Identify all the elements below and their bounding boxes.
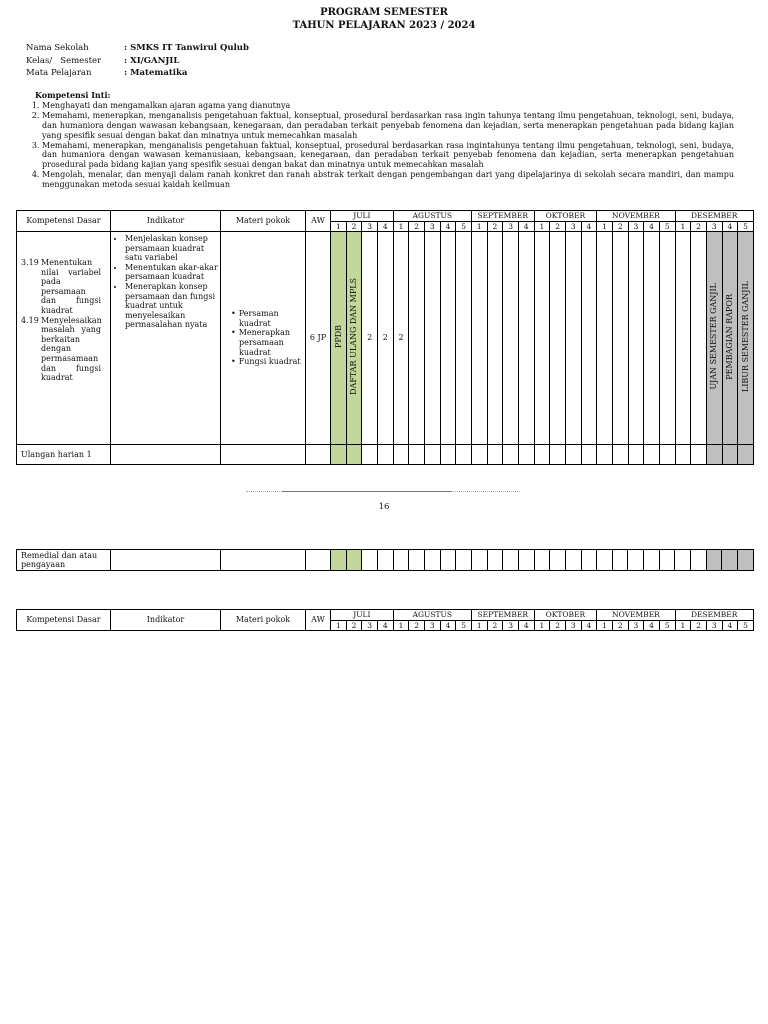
week-cell <box>503 550 519 571</box>
week-cell <box>675 445 691 465</box>
ki-item: 2. Memahami, menerapkan, menganalisis pengetahuan faktual, konseptual, prosedural berdasarkan rasa ingin tahunya tentang ilmu pengetahuan, teknologi, seni, budaya, dan humaniora dengan wawasan kebangsaan, kenegaraan, dan peradaban terkait penyebab fenomena dan kejadian, serta menerapkan pengetahuan pada bidang kajian yang spesifik sesuai dengan bakat dan minatnya untuk memecahkan masalah <box>42 111 734 141</box>
kd-item <box>21 258 110 316</box>
program-semester-table <box>16 210 754 465</box>
week-header: 1 <box>534 222 550 232</box>
week-header: 3 <box>628 222 644 232</box>
week-header: 3 <box>565 621 581 631</box>
class-row <box>26 55 249 68</box>
week-cell <box>487 445 503 465</box>
header-kompetensi-dasar: Kompetensi Dasar <box>17 610 111 631</box>
week-header: 1 <box>331 621 347 631</box>
empty-cell <box>221 550 306 571</box>
month-header: SEPTEMBER <box>471 211 534 222</box>
identity-block <box>26 42 249 80</box>
week-cell <box>393 445 409 465</box>
week-value: 2 <box>393 232 409 445</box>
week-cell <box>393 550 409 571</box>
empty-cell <box>306 550 331 571</box>
week-header: 3 <box>424 621 440 631</box>
week-cell <box>440 550 456 571</box>
week-cell <box>738 550 754 571</box>
week-cell <box>534 232 550 445</box>
week-cell <box>628 445 644 465</box>
kd-number: 4.19 <box>21 315 39 325</box>
week-cell <box>706 445 722 465</box>
week-cell <box>362 550 378 571</box>
week-header: 4 <box>440 621 456 631</box>
week-header: 3 <box>503 621 519 631</box>
week-cell <box>628 232 644 445</box>
week-cell <box>534 445 550 465</box>
week-header: 5 <box>456 222 472 232</box>
week-cell <box>456 232 472 445</box>
week-cell <box>612 232 628 445</box>
month-header: JULI <box>331 610 394 621</box>
week-header: 2 <box>346 222 362 232</box>
class-value: : XI/GANJIL <box>124 55 180 66</box>
week-cell <box>424 445 440 465</box>
week-cell <box>612 550 628 571</box>
week-cell <box>346 232 362 445</box>
week-cell <box>565 550 581 571</box>
week-cell <box>440 232 456 445</box>
week-header: 5 <box>738 222 754 232</box>
week-cell <box>456 550 472 571</box>
week-cell <box>628 550 644 571</box>
week-header: 1 <box>393 222 409 232</box>
remedial-row <box>17 550 754 571</box>
month-header: DESEMBER <box>675 211 753 222</box>
week-cell <box>440 445 456 465</box>
week-header: 2 <box>409 621 425 631</box>
week-cell <box>675 232 691 445</box>
month-header-row <box>17 610 754 621</box>
week-header: 4 <box>644 222 660 232</box>
week-header: 2 <box>487 222 503 232</box>
indikator-list <box>111 232 220 330</box>
week-header: 2 <box>612 222 628 232</box>
week-header: 5 <box>659 621 675 631</box>
week-cell <box>612 445 628 465</box>
month-header: AGUSTUS <box>393 211 471 222</box>
week-header: 4 <box>518 621 534 631</box>
week-cell <box>346 445 362 465</box>
materi-item: • Persaman kuadrat <box>239 309 305 328</box>
week-cell <box>331 550 347 571</box>
month-header: SEPTEMBER <box>471 610 534 621</box>
week-header: 4 <box>377 621 393 631</box>
month-header: AGUSTUS <box>393 610 471 621</box>
rapor-label: PEMBAGIAN RAPOR <box>725 293 735 380</box>
week-cell <box>518 550 534 571</box>
week-header: 3 <box>565 222 581 232</box>
week-header: 1 <box>597 621 613 631</box>
kd-cell <box>17 232 111 445</box>
indikator-cell <box>111 232 221 445</box>
week-cell <box>691 550 707 571</box>
week-cell <box>331 445 347 465</box>
kd-text: Menyelesaikan masalah yang berkaitan dengan permasamaan dan fungsi kuadrat <box>41 315 102 383</box>
week-cell <box>331 232 347 445</box>
week-cell <box>659 445 675 465</box>
week-header: 5 <box>659 222 675 232</box>
page-number: 16 <box>378 502 390 512</box>
header-aw: AW <box>306 211 331 232</box>
school-row <box>26 42 249 55</box>
week-header: 4 <box>581 621 597 631</box>
week-cell <box>409 445 425 465</box>
kompetensi-inti <box>18 91 734 190</box>
week-cell <box>738 232 754 445</box>
week-cell <box>644 550 660 571</box>
indikator-item: • Menjelaskan konsep persamaan kuadrat satu variabel <box>125 234 220 263</box>
ulangan-label: Ulangan harian 1 <box>17 445 111 465</box>
empty-cell <box>111 550 221 571</box>
week-cell <box>550 550 566 571</box>
week-cell <box>659 232 675 445</box>
week-cell <box>534 550 550 571</box>
week-cell <box>565 445 581 465</box>
kd-item <box>21 316 110 383</box>
week-cell <box>722 232 738 445</box>
week-cell <box>471 445 487 465</box>
week-header: 4 <box>722 621 738 631</box>
week-header: 4 <box>377 222 393 232</box>
week-value: 2 <box>377 232 393 445</box>
libur-label: LIBUR SEMESTER GANJIL <box>740 281 750 393</box>
week-header: 3 <box>628 621 644 631</box>
week-cell <box>409 232 425 445</box>
subject-row <box>26 67 249 80</box>
week-cell <box>659 550 675 571</box>
week-header: 4 <box>518 222 534 232</box>
week-cell <box>424 550 440 571</box>
week-header: 4 <box>581 222 597 232</box>
header-indikator: Indikator <box>111 211 221 232</box>
week-cell <box>597 550 613 571</box>
week-header: 2 <box>612 621 628 631</box>
week-cell <box>518 445 534 465</box>
week-header: 1 <box>675 621 691 631</box>
aw-cell: 6 JP <box>306 232 331 445</box>
week-cell <box>581 445 597 465</box>
week-header: 2 <box>409 222 425 232</box>
header-materi-pokok: Materi pokok <box>221 211 306 232</box>
week-cell <box>597 232 613 445</box>
week-cell <box>377 445 393 465</box>
week-cell <box>503 232 519 445</box>
week-cell <box>644 232 660 445</box>
mpls-label: DAFTAR ULANG DAN MPLS <box>349 278 359 396</box>
week-header: 3 <box>362 621 378 631</box>
ki-item: 3. Memahami, menerapkan, menganalisis pengetahuan faktual, konseptual, prosedural berdasarkan rasa ingintahunya tentang ilmu pengetahuan, teknologi, seni, budaya, dan humaniora dengan wawasan kemanusiaan, kebangsaan, kenegaraan, dan peradaban terkait penyebab fenomena dan kejadian, serta menerapkan pengetahuan prosedural pada bidang kajian yang spesifik sesuai dengan bakat dan minatnya untuk memecahkan masalah <box>42 141 734 171</box>
subject-value: : Matematika <box>124 68 188 78</box>
month-header: NOVEMBER <box>597 211 675 222</box>
empty-cell <box>306 445 331 465</box>
header-kompetensi-dasar: Kompetensi Dasar <box>17 211 111 232</box>
program-semester-table-header <box>16 609 754 631</box>
week-header: 2 <box>691 222 707 232</box>
indikator-item: • Menentukan akar-akar persamaan kuadrat <box>125 263 220 282</box>
week-value: 2 <box>362 232 378 445</box>
week-header: 1 <box>471 222 487 232</box>
week-header: 4 <box>644 621 660 631</box>
document-subtitle: TAHUN PELAJARAN 2023 / 2024 <box>292 20 476 31</box>
week-cell <box>362 445 378 465</box>
week-header: 4 <box>440 222 456 232</box>
indikator-item: • Menerapkan konsep persamaan dan fungsi kuadrat untuk menyelesaikan permasalahan nyata <box>125 282 220 330</box>
materi-list <box>229 309 305 367</box>
week-cell <box>644 445 660 465</box>
empty-cell <box>111 445 221 465</box>
week-cell <box>487 232 503 445</box>
materi-item: • Menerapkan persamaan kuadrat <box>239 328 305 357</box>
week-cell <box>565 232 581 445</box>
class-label: Kelas/ Semester <box>26 55 102 66</box>
ki-item: 4. Mengolah, menalar, dan menyaji dalam ranah konkret dan ranah abstrak terkait dengan pengembangan dari yang dipelajarinya di sekolah secara mandiri, dan mampu menggunakan metoda sesuai kaidah keilmuan <box>42 170 734 190</box>
ppdb-label: PPDB <box>333 325 343 349</box>
materi-item: • Fungsi kuadrat <box>239 357 305 367</box>
ki-item: 1. Menghayati dan mengamalkan ajaran agama yang dianutnya <box>42 101 734 111</box>
week-header: 3 <box>706 222 722 232</box>
week-header: 2 <box>487 621 503 631</box>
week-header: 1 <box>534 621 550 631</box>
week-cell <box>456 445 472 465</box>
week-cell <box>597 445 613 465</box>
week-header: 5 <box>738 621 754 631</box>
week-cell <box>738 445 754 465</box>
week-header: 1 <box>393 621 409 631</box>
week-header: 3 <box>706 621 722 631</box>
week-cell <box>581 550 597 571</box>
week-header: 5 <box>456 621 472 631</box>
week-cell <box>691 445 707 465</box>
content-row <box>17 232 754 445</box>
week-header: 2 <box>346 621 362 631</box>
week-header: 4 <box>722 222 738 232</box>
kd-number: 3.19 <box>21 258 39 267</box>
document-title: PROGRAM SEMESTER <box>320 7 448 18</box>
month-header: NOVEMBER <box>597 610 675 621</box>
school-value: : SMKS IT Tanwirul Qulub <box>124 43 249 53</box>
week-header: 3 <box>362 222 378 232</box>
week-header: 2 <box>550 222 566 232</box>
empty-cell <box>221 445 306 465</box>
header-aw: AW <box>306 610 331 631</box>
week-header: 1 <box>597 222 613 232</box>
week-header: 1 <box>331 222 347 232</box>
ulangan-row <box>17 445 754 465</box>
week-header: 3 <box>424 222 440 232</box>
uas-label: UJAN SEMESTER GANJIL <box>709 283 719 390</box>
remedial-label: Remedial dan atau pengayaan <box>17 550 111 571</box>
kd-text: Menentukan nilai variabel pada persamaan dan fungsi kuadrat <box>41 258 101 315</box>
header-materi-pokok: Materi pokok <box>221 610 306 631</box>
month-header: JULI <box>331 211 394 222</box>
materi-cell <box>221 232 306 445</box>
week-cell <box>503 445 519 465</box>
subject-label: Mata Pelajaran <box>26 68 92 78</box>
week-cell <box>691 232 707 445</box>
week-cell <box>722 445 738 465</box>
week-cell <box>409 550 425 571</box>
week-cell <box>377 550 393 571</box>
page-divider-line <box>282 491 452 492</box>
remedial-table <box>16 549 754 571</box>
week-header: 1 <box>471 621 487 631</box>
ki-heading: Kompetensi Inti: <box>35 90 111 100</box>
week-cell <box>706 232 722 445</box>
week-cell <box>346 550 362 571</box>
ki-list <box>18 101 734 190</box>
week-header: 3 <box>503 222 519 232</box>
month-header: DESEMBER <box>675 610 753 621</box>
week-header: 2 <box>691 621 707 631</box>
month-header: OKTOBER <box>534 211 597 222</box>
header-indikator: Indikator <box>111 610 221 631</box>
week-header: 1 <box>675 222 691 232</box>
week-cell <box>424 232 440 445</box>
week-cell <box>675 550 691 571</box>
week-header: 2 <box>550 621 566 631</box>
week-cell <box>471 550 487 571</box>
month-header: OKTOBER <box>534 610 597 621</box>
week-cell <box>518 232 534 445</box>
school-label: Nama Sekolah <box>26 43 89 53</box>
week-cell <box>722 550 738 571</box>
week-cell <box>471 232 487 445</box>
week-cell <box>550 232 566 445</box>
week-cell <box>487 550 503 571</box>
week-cell <box>550 445 566 465</box>
week-cell <box>706 550 722 571</box>
month-header-row <box>17 211 754 222</box>
week-cell <box>581 232 597 445</box>
